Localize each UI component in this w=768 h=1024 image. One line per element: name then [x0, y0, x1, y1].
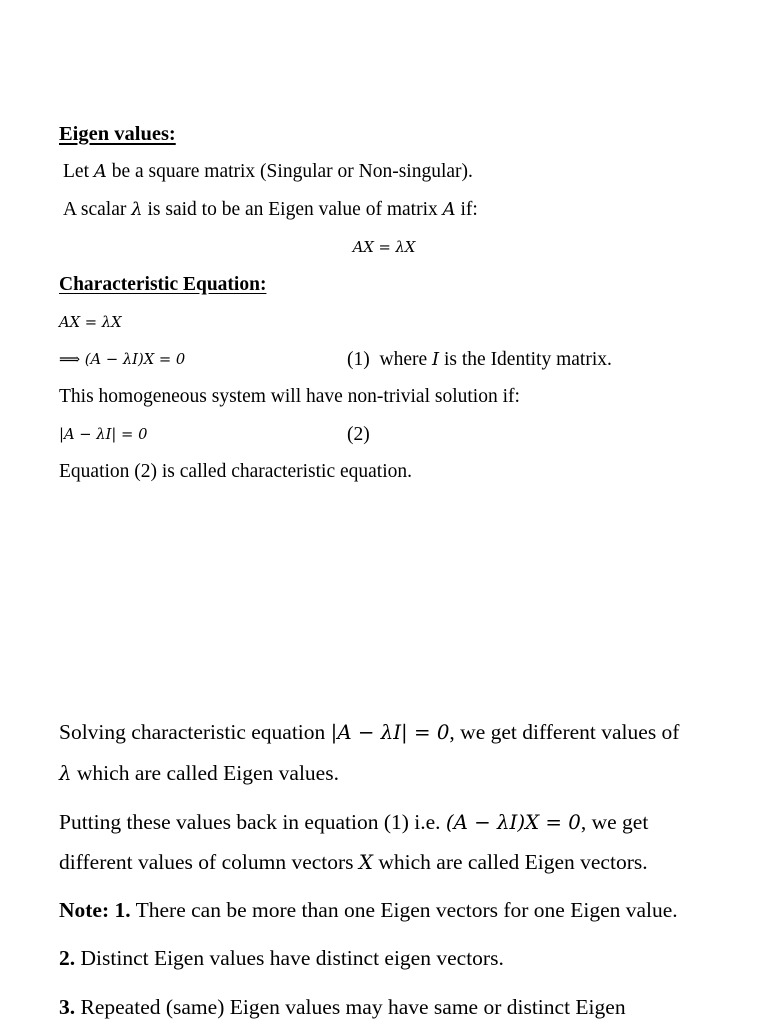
characteristic-equation-statement: Equation (2) is called characteristic equation. — [59, 461, 413, 482]
equation-ax-lambda-x: AX = λX — [59, 314, 122, 331]
math-var: A — [93, 161, 107, 182]
math-var: A — [442, 199, 456, 220]
nontrivial-condition: This homogeneous system will have non-trivial solution if: — [59, 386, 520, 407]
eigen-values-heading: Eigen values: — [59, 123, 176, 145]
eigen-equation: AX = λX — [352, 239, 416, 256]
equation-1: ⟹ (A − λI)X = 0 — [59, 351, 186, 368]
paragraph-2-line-2: different values of column vectors X which are called Eigen vectors. — [59, 850, 648, 874]
note-1: Note: 1. There can be more than one Eigen vectors for one Eigen value. — [59, 898, 678, 922]
math-expression: |A − λI| = 0 — [330, 721, 450, 744]
equation-2: |A − λI| = 0 — [59, 426, 148, 443]
paragraph-1-line-1: Solving characteristic equation |A − λI| = 0, we get different values of — [59, 720, 680, 744]
paragraph-2-line-1: Putting these values back in equation (1) i.e. (A − λI)X = 0, we get — [59, 810, 649, 834]
definition-line-1: Let A be a square matrix (Singular or Non-singular). — [63, 161, 473, 182]
math-var: I — [432, 349, 440, 370]
math-expression: (A − λI)X = 0 — [445, 811, 581, 834]
note-3: 3. Repeated (same) Eigen values may have same or distinct Eigen — [59, 995, 626, 1019]
equation-1-tag: (1) where I is the Identity matrix. — [347, 349, 612, 370]
math-var: λ — [59, 762, 72, 785]
note-2: 2. Distinct Eigen values have distinct eigen vectors. — [59, 946, 504, 970]
math-var: λ — [131, 199, 143, 220]
equation-2-tag: (2) — [347, 424, 370, 445]
paragraph-1-line-2: λ which are called Eigen values. — [59, 761, 339, 785]
definition-line-2: A scalar λ is said to be an Eigen value of matrix A if: — [63, 199, 478, 220]
characteristic-equation-heading: Characteristic Equation: — [59, 274, 267, 295]
math-var: X — [358, 851, 373, 874]
